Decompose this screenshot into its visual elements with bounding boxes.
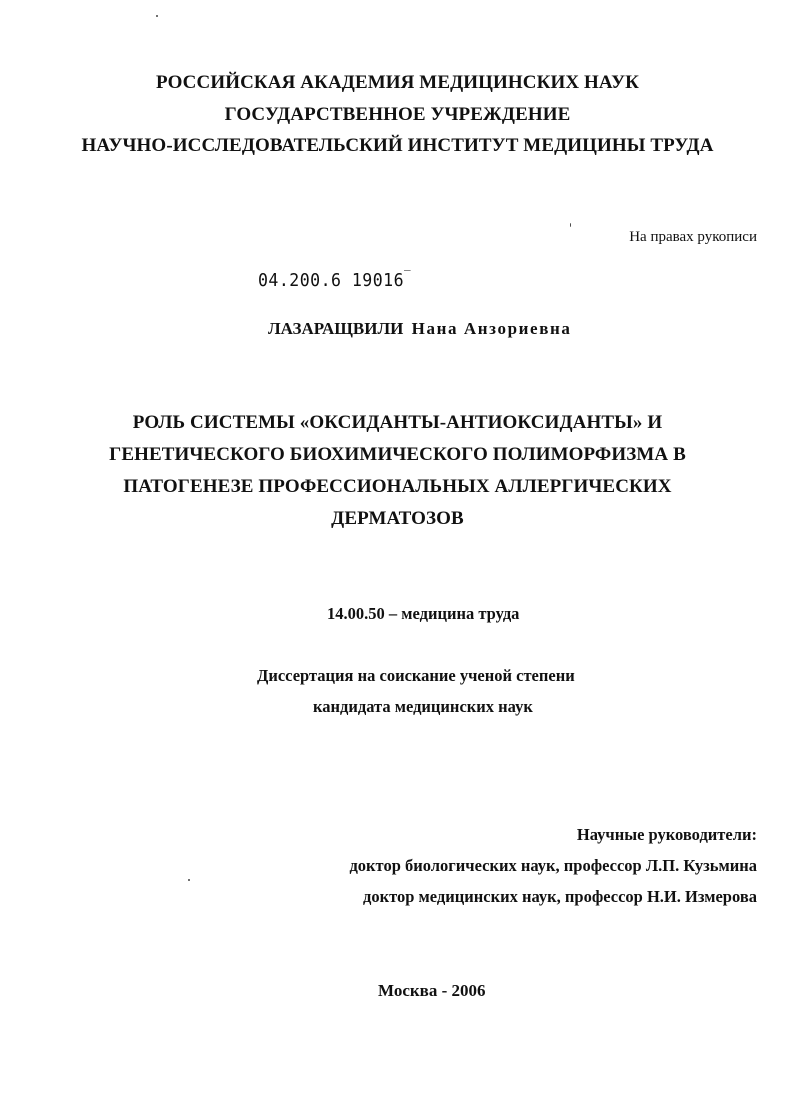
manuscript-rights-note: На правах рукописи [629, 229, 757, 245]
author-given-names: Нана Анзориевна [411, 319, 572, 338]
degree-line-2: кандидата медицинских наук [313, 697, 533, 716]
degree-line-1: Диссертация на соискание ученой степени [257, 666, 575, 685]
title-line-2: ГЕНЕТИЧЕСКОГО БИОХИМИЧЕСКОГО ПОЛИМОРФИЗМА В [109, 444, 686, 465]
scan-speck [156, 15, 158, 17]
library-stamp-number [258, 269, 411, 291]
library-stamp-text: 04.200.6 19016 [258, 270, 405, 291]
place-and-year: Москва - 2006 [378, 981, 486, 1000]
scan-speck [188, 879, 190, 881]
author-name [268, 319, 571, 339]
institution-line-1: РОССИЙСКАЯ АКАДЕМИЯ МЕДИЦИНСКИХ НАУК [155, 72, 640, 93]
title-line-4: ДЕРМАТОЗОВ [331, 508, 464, 529]
institution-line-2: ГОСУДАРСТВЕННОЕ УЧРЕЖДЕНИЕ [224, 104, 571, 125]
scan-speck [570, 223, 571, 227]
supervisor-2: доктор медицинских наук, профессор Н.И. Измерова [363, 887, 757, 906]
institution-line-3: НАУЧНО-ИССЛЕДОВАТЕЛЬСКИЙ ИНСТИТУТ МЕДИЦИНЫ ТРУДА [81, 135, 714, 156]
supervisor-1: доктор биологических наук, профессор Л.П. Кузьмина [349, 856, 757, 875]
author-surname: ЛАЗАРАЩВИЛИ [268, 319, 404, 338]
title-line-1: РОЛЬ СИСТЕМЫ «ОКСИДАНТЫ-АНТИОКСИДАНТЫ» И [132, 412, 663, 433]
specialty-code: 14.00.50 – медицина труда [327, 604, 520, 623]
stamp-dash-mark: ‾ [404, 269, 412, 283]
supervisors-heading: Научные руководители: [576, 825, 757, 844]
title-line-3: ПАТОГЕНЕЗЕ ПРОФЕССИОНАЛЬНЫХ АЛЛЕРГИЧЕСКИХ [123, 476, 672, 497]
